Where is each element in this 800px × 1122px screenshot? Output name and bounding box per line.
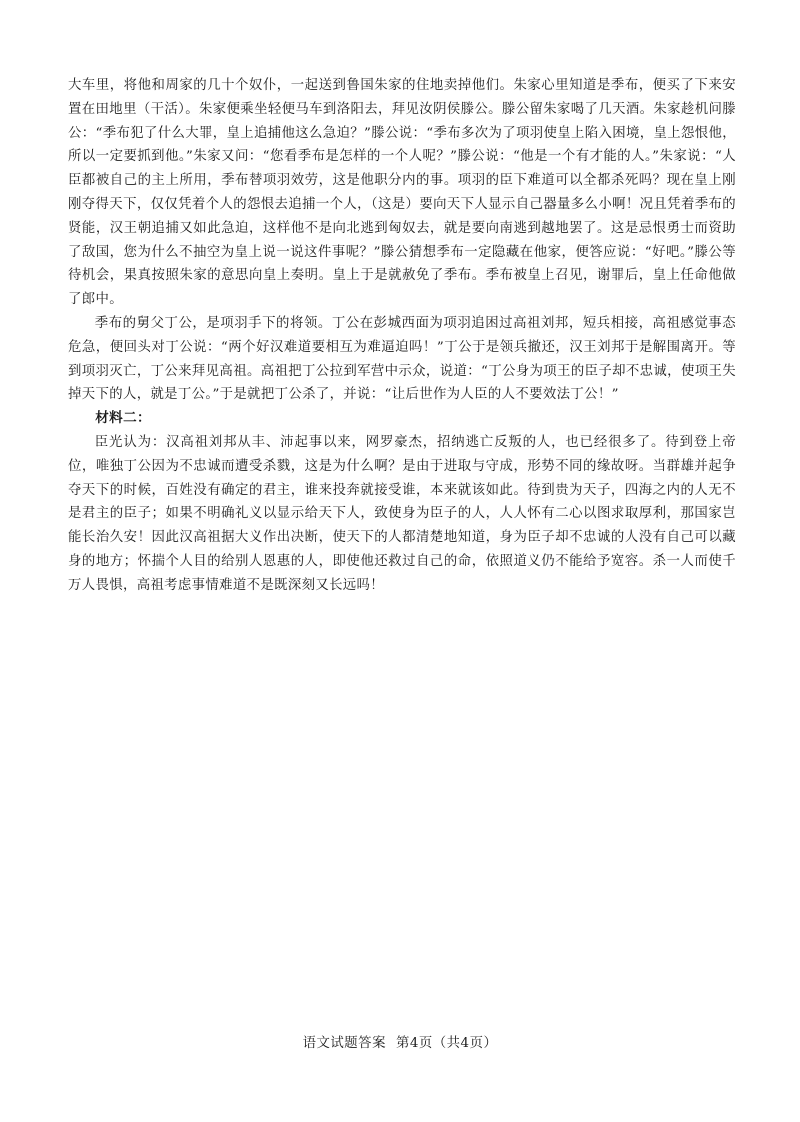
- paragraph-material-one-continued: 大车里，将他和周家的几十个奴仆，一起送到鲁国朱家的住地卖掉他们。朱家心里知道是季布，便买了下来安置在田地里（干活）。朱家便乘坐轻便马车到洛阳去，拜见汝阴侯滕公。滕公留朱家喝了几天酒。朱家趁机问滕公：“季布犯了什么大罪，皇上追捕他这么急迫？”滕公说：“季布多次为了项羽使皇上陷入困境，皇上怨恨他，所以一定要抓到他。”朱家又问：“您看季布是怎样的一个人呢？”滕公说：“他是一个有才能的人。”朱家说：“人臣都被自己的主上所用，季布替项羽效劳，这是他职分内的事。项羽的臣下难道可以全都杀死吗？现在皇上刚刚夺得天下，仅仅凭着个人的怨恨去追捕一个人，（这是）要向天下人显示自己器量多么小啊！况且凭着季布的贤能，汉王朝追捕又如此急迫，这样他不是向北逃到匈奴去，就是要向南逃到越地罢了。这是忌恨勇士而资助了敌国，您为什么不抽空为皇上说一说这件事呢？”滕公猜想季布一定隐藏在他家，便答应说：“好吧。”滕公等待机会，果真按照朱家的意思向皇上奏明。皇上于是就赦免了季布。季布被皇上召见，谢罪后，皇上任命他做了郎中。: [68, 78, 736, 308]
- footer-label: 语文试题答案: [302, 1036, 386, 1051]
- page-footer: [0, 1032, 800, 1051]
- footer-page-number: 第4页（共4页）: [395, 1036, 498, 1051]
- document-body: [68, 74, 736, 598]
- paragraph-chen-guang-commentary: 臣光认为：汉高祖刘邦从丰、沛起事以来，网罗豪杰，招纳逃亡反叛的人，也已经很多了。待到登上帝位，唯独丁公因为不忠诚而遭受杀戮，这是为什么啊？是由于进取与守成，形势不同的缘故呀。当群雄并起争夺天下的时候，百姓没有确定的君主，谁来投奔就接受谁，本来就该如此。待到贵为天子，四海之内的人无不是君主的臣子；如果不明确礼义以显示给天下人，致使身为臣子的人，人人怀有二心以图求取厚利，那国家岂能长治久安！因此汉高祖据大义作出决断，使天下的人都清楚地知道，身为臣子却不忠诚的人没有自己可以藏身的地方；怀揣个人目的给别人恩惠的人，即使他还救过自己的命，依照道义仍不能给予宽容。杀一人而使千万人畏惧，高祖考虑事情难道不是既深刻又长远吗！: [68, 434, 736, 593]
- material-two-heading: 材料二：: [95, 410, 151, 427]
- paragraph-ding-gong: 季布的舅父丁公，是项羽手下的将领。丁公在彭城西面为项羽追困过高祖刘邦，短兵相接，高祖感觉事态危急，便回头对丁公说：“两个好汉难道要相互为难逼迫吗！”丁公于是领兵撤还，汉王刘邦于是解围离开。等到项羽灭亡，丁公来拜见高祖。高祖把丁公拉到军营中示众，说道：“丁公身为项王的臣子却不忠诚，使项王失掉天下的人，就是丁公。”于是就把丁公杀了，并说：“让后世作为人臣的人不要效法丁公！”: [68, 315, 736, 403]
